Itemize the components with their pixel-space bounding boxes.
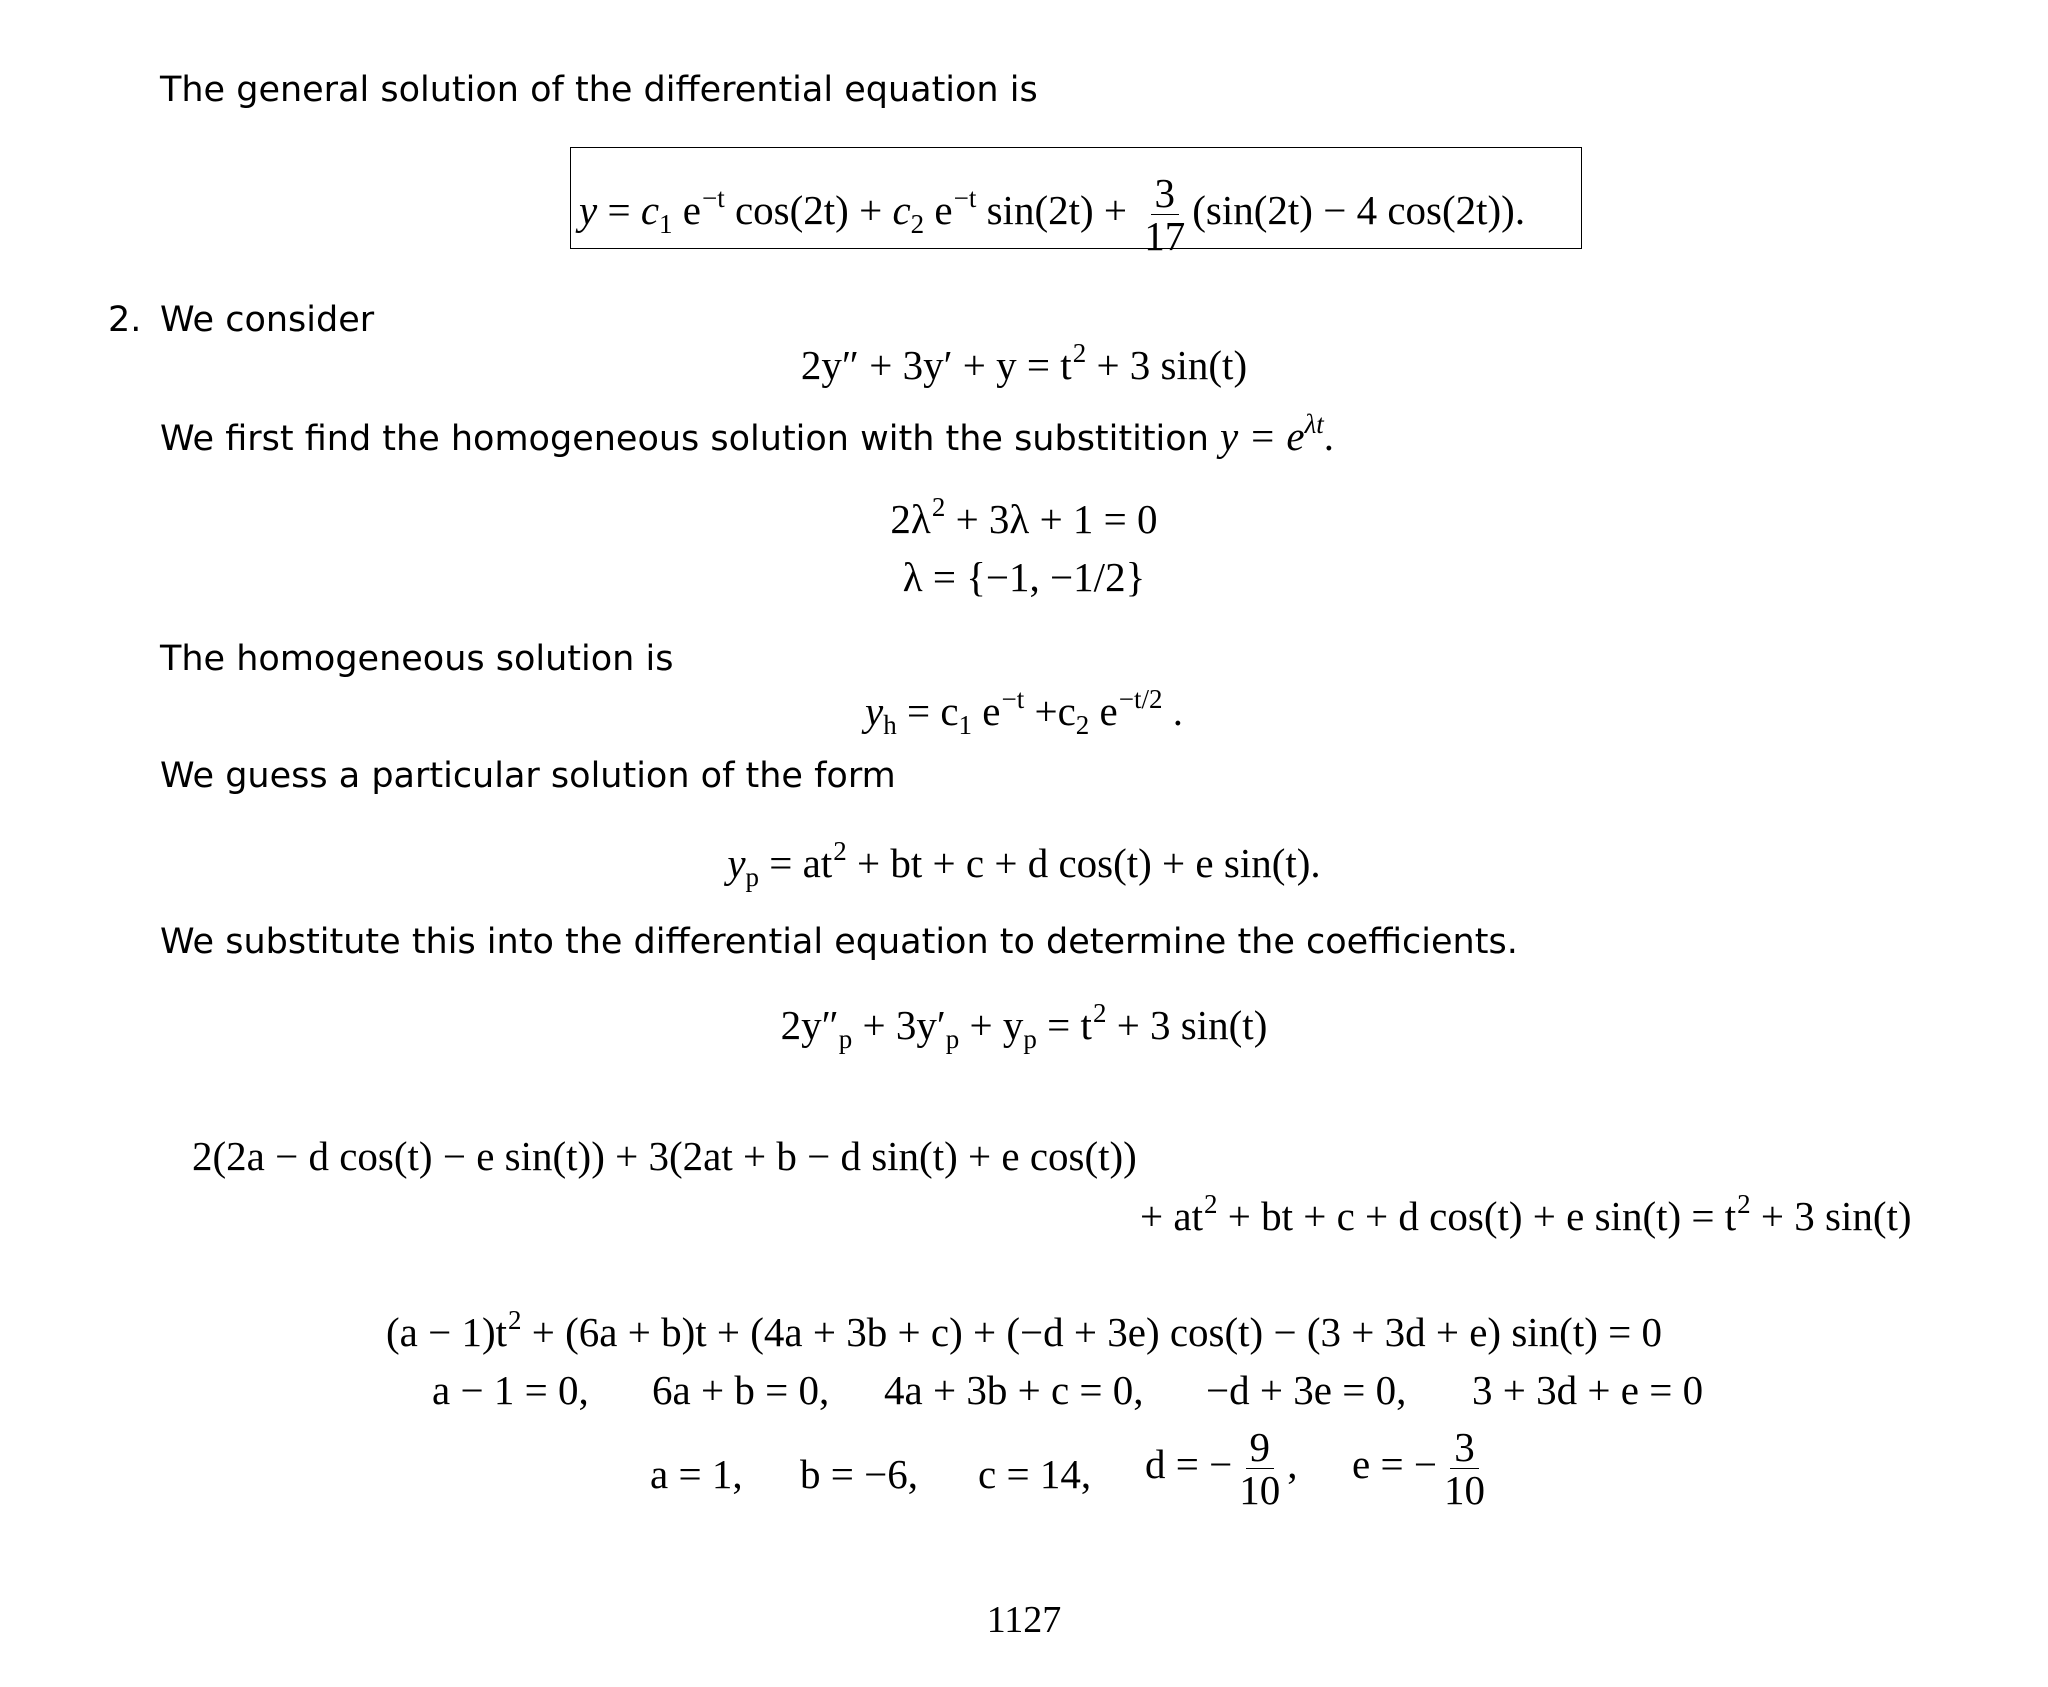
- substituted-ode: $2y''_p + 3y'_p + y_p = t^2 + 3$ sin(t): [780, 998, 1268, 1054]
- ode-equation: $2y'' + 3y' + y = t^2 + 3$ sin(t): [800, 338, 1248, 388]
- characteristic-equation: $2\lambda^2 + 3\lambda + 1 = 0$: [890, 492, 1158, 542]
- problem-intro: We consider: [160, 300, 375, 340]
- substitution-expr: $y = e^{\lambda t}$.: [1220, 409, 1335, 459]
- value-a: a = 1,: [650, 1451, 743, 1497]
- guess-text: We guess a particular solution of the form: [160, 756, 896, 796]
- homogeneous-text: We first find the homogeneous solution with the substitition $y = e^{\lambda t}$.: [160, 409, 1335, 459]
- condition-d: −d + 3e = 0,: [1206, 1367, 1407, 1413]
- intro-text: The general solution of the differential equation is: [160, 70, 1038, 110]
- characteristic-roots: λ = {−1, −1/2}: [902, 554, 1146, 600]
- homogeneous-solution-equation: $y_h = c_1$ $e^{-t} +c_2$ $e^{-t/2}$ .: [865, 684, 1183, 740]
- particular-form-equation: $y_p = at^2$ + bt + c + d cos(t) + e sin(t).: [727, 836, 1321, 892]
- collected-equation: $(a - 1)t^2 + (6a + b)t + (4a + 3b + c) + (-d + 3e)$ cos(t) − (3 + 3d + e) sin(t) = 0: [385, 1305, 1662, 1355]
- boxed-solution: [570, 147, 1582, 259]
- expanded-equation-line2: + $at^2$ + bt + c + d cos(t) + e $\sin(t) = t^2 + 3$ sin(t): [1140, 1189, 1912, 1239]
- condition-b: 6a + b = 0,: [652, 1367, 830, 1413]
- fraction-9-10: $\frac{9}{10}$: [1239, 1424, 1281, 1513]
- condition-a: a − 1 = 0,: [432, 1367, 589, 1413]
- condition-e: 3 + 3d + e = 0: [1472, 1367, 1704, 1413]
- condition-c: 4a + 3b + c = 0,: [884, 1367, 1144, 1413]
- value-c: c = 14,: [978, 1451, 1092, 1497]
- value-d: d = − $\frac{9}{10}$ ,: [1145, 1424, 1298, 1513]
- fraction-3-17: $\frac{3}{17}$: [1144, 170, 1186, 259]
- general-solution-equation: $y = c_1$ $e^{-t}$ $\cos(2t) + c_2$ $e^{-t}$ sin(2t) + $\frac{3}{17}$ (sin(2t) − 4 cos(2t)).: [579, 170, 1526, 259]
- value-b: b = −6,: [800, 1451, 918, 1497]
- homogeneous-solution-text: The homogeneous solution is: [160, 639, 674, 679]
- substitute-text: We substitute this into the differential equation to determine the coefficients.: [160, 922, 1518, 962]
- expanded-equation-line1: 2(2a − d cos(t) − e sin(t)) + 3(2at + b − d sin(t) + e cos(t)): [192, 1133, 1137, 1179]
- page-number: 1127: [986, 1599, 1062, 1641]
- problem-number: 2.: [108, 300, 142, 340]
- value-e: e = − $\frac{3}{10}$: [1352, 1426, 1492, 1511]
- fraction-3-10: $\frac{3}{10}$: [1443, 1424, 1485, 1513]
